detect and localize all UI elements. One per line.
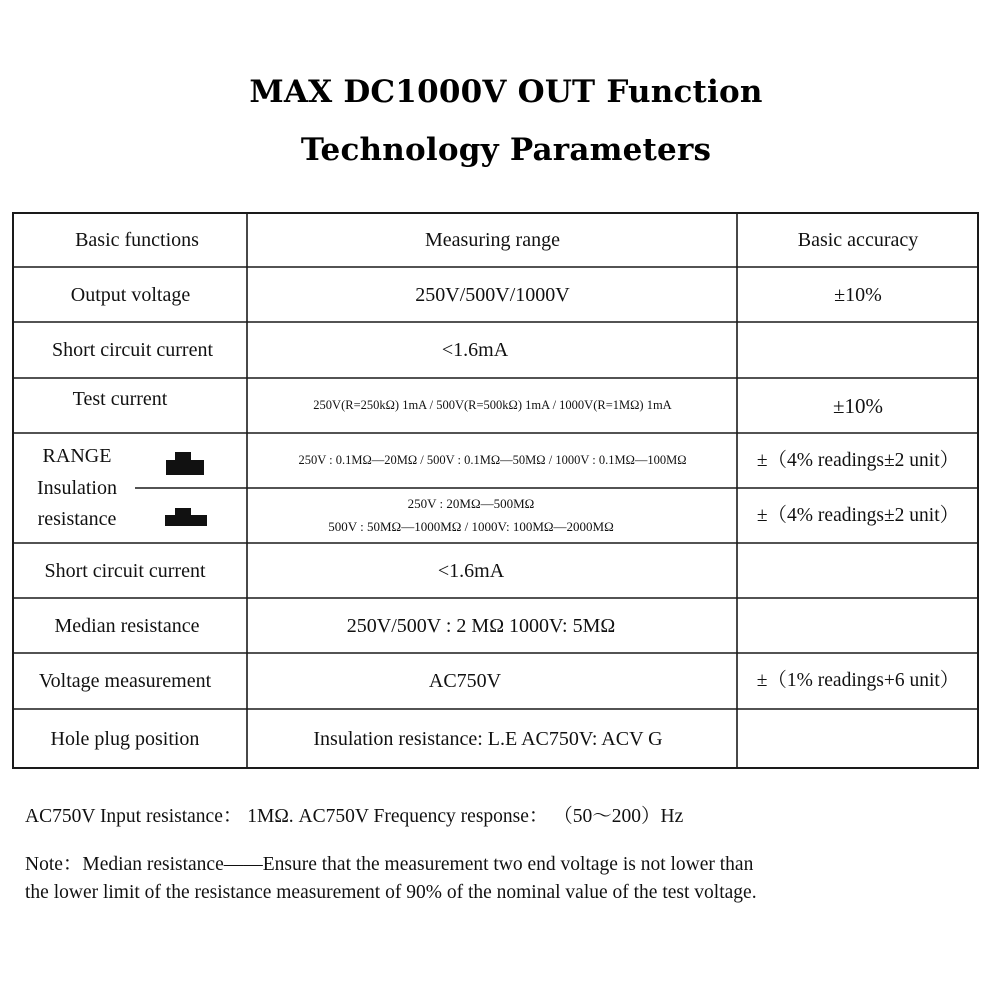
- row-short-circuit-accuracy: [738, 323, 978, 378]
- insulation-range-label: RANGE: [42, 444, 112, 467]
- insulation-low-accuracy: ±（4% readings±2 unit）: [756, 449, 960, 471]
- header-basic-accuracy: Basic accuracy: [797, 229, 919, 251]
- row-output-voltage-function: Output voltage: [70, 283, 191, 306]
- row-median-resistance-accuracy: [738, 599, 978, 653]
- page-title: MAX DC1000V OUT Function: [249, 74, 763, 110]
- input-resistance-note: AC750V Input resistance： 1MΩ. AC750V Frequency response： （50～200）Hz: [25, 806, 684, 827]
- insulation-high-range-line1: 250V : 20MΩ—500MΩ: [407, 496, 535, 512]
- row-output-voltage-range: 250V/500V/1000V: [415, 283, 570, 306]
- page-subtitle: Technology Parameters: [300, 132, 712, 168]
- row-short-circuit-range: <1.6mA: [441, 339, 509, 361]
- row-output-voltage-accuracy: ±10%: [834, 283, 882, 306]
- row-hole-plug-accuracy: [738, 710, 978, 768]
- row-short-circuit-function: Short circuit current: [51, 339, 214, 361]
- row-median-resistance-function: Median resistance: [54, 614, 200, 637]
- insulation-label: Insulation: [37, 476, 117, 499]
- header-measuring-range: Measuring range: [425, 229, 560, 251]
- switch-up-icon: [165, 508, 207, 526]
- row-test-current-function: Test current: [72, 387, 168, 410]
- row-hole-plug-function: Hole plug position: [50, 727, 200, 750]
- insulation-high-range: [248, 489, 694, 543]
- row-test-current-accuracy: ±10%: [832, 393, 884, 418]
- header-basic-functions: Basic functions: [75, 229, 199, 251]
- insulation-low-range: 250V : 0.1MΩ—20MΩ / 500V : 0.1MΩ—50MΩ / 1000V : 0.1MΩ—100MΩ: [298, 453, 687, 468]
- row-voltage-measurement-accuracy: ±（1% readings+6 unit）: [756, 670, 960, 692]
- median-resistance-note-line2: the lower limit of the resistance measurement of 90% of the nominal value of the test voltage.: [25, 882, 757, 903]
- row-hole-plug-range: Insulation resistance: L.E AC750V: ACV G: [313, 727, 663, 750]
- row-median-resistance-range: 250V/500V : 2 MΩ 1000V: 5MΩ: [346, 614, 616, 637]
- row-test-current-range: 250V(R=250kΩ) 1mA / 500V(R=500kΩ) 1mA / 1000V(R=1MΩ) 1mA: [313, 398, 672, 413]
- row-short-circuit-2-function: Short circuit current: [44, 559, 206, 582]
- insulation-high-range-line2: 500V : 50MΩ—1000MΩ / 1000V: 100MΩ—2000MΩ: [328, 519, 614, 534]
- row-short-circuit-2-range: <1.6mA: [437, 559, 505, 582]
- insulation-resistance-label: resistance: [37, 507, 117, 530]
- spec-table: [12, 212, 979, 769]
- switch-down-icon: [165, 452, 205, 476]
- row-voltage-measurement-function: Voltage measurement: [38, 670, 212, 692]
- row-short-circuit-2-accuracy: [738, 544, 978, 598]
- median-resistance-note-line1: Note：Median resistance——Ensure that the measurement two end voltage is not lower than: [25, 854, 754, 875]
- row-voltage-measurement-range: AC750V: [428, 670, 502, 692]
- insulation-high-accuracy: ±（4% readings±2 unit）: [756, 504, 960, 526]
